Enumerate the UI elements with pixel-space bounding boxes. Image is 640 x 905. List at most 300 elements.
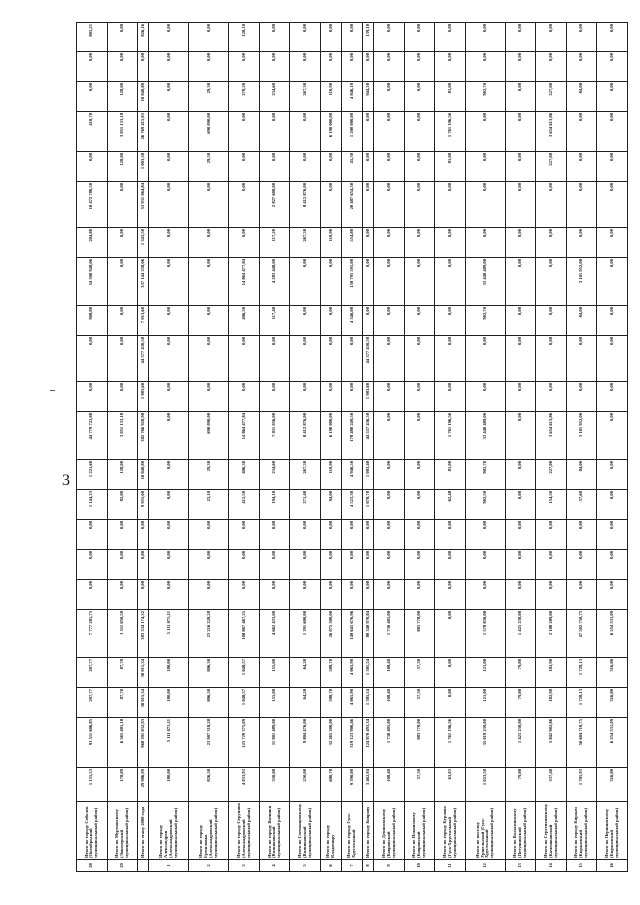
value-cell: 0,00 (149, 258, 189, 306)
value-cell: 33 440 489,00 (465, 258, 505, 306)
value-cell: 1 705,93 (566, 768, 597, 802)
value-cell: 64,20 (290, 688, 321, 718)
value-cell: 0,00 (259, 336, 290, 382)
table-row (597, 23, 628, 872)
value-cell: 0,00 (320, 520, 341, 550)
value-cell: 0,00 (107, 382, 138, 412)
value-cell: 79,80 (505, 688, 536, 718)
table-row (189, 23, 229, 872)
value-cell: 1 761 196,56 (435, 112, 466, 152)
row-name-cell: Итого по Мурманскому (Ловозерский муниципальный район) (107, 802, 138, 860)
value-cell: 0,00 (505, 228, 536, 258)
value-cell: 0,00 (189, 52, 229, 82)
value-cell: 227,00 (536, 152, 567, 182)
value-cell: 0,00 (320, 23, 341, 52)
value-cell: 908,80 (77, 306, 108, 336)
value-cell: 0,00 (189, 306, 229, 336)
row-number-cell: 6 (320, 860, 341, 872)
value-cell: 0,00 (77, 152, 108, 182)
value-cell: 0,00 (341, 520, 362, 550)
value-cell: 0,00 (320, 382, 341, 412)
value-cell: 0,00 (189, 520, 229, 550)
value-cell: 0,00 (505, 82, 536, 112)
value-cell: 234,60 (259, 82, 290, 112)
value-cell: 0,00 (290, 258, 321, 306)
value-cell: 0,00 (290, 382, 321, 412)
value-cell: 35 019 239,00 (465, 718, 505, 768)
value-cell: 158 795 595,00 (341, 258, 362, 306)
value-cell: 0,00 (536, 182, 567, 228)
value-cell: 0,00 (505, 23, 536, 52)
value-cell: 0,00 (107, 258, 138, 306)
value-cell: 382 766 928,90 (138, 412, 149, 460)
row-number-cell: 8 (362, 860, 373, 872)
value-cell: 0,00 (362, 550, 373, 580)
row-name-cell: Итого по городу Владимиру (320, 802, 341, 860)
value-cell: 57,30 (404, 768, 435, 802)
value-cell: 0,00 (149, 182, 189, 228)
row-number-cell: 28 (77, 860, 108, 872)
value-cell: 406,30 (229, 306, 260, 336)
value-cell: 0,00 (597, 382, 628, 412)
value-cell: 588,70 (320, 688, 341, 718)
row-name-cell: Итого по этапу 2008 года (138, 802, 149, 860)
table-row (341, 23, 362, 872)
value-cell: 0,00 (362, 182, 373, 228)
table-row (107, 23, 138, 872)
value-cell: 0,00 (597, 82, 628, 112)
value-cell: 124 878 493,34 (362, 718, 373, 768)
value-cell: 0,00 (536, 52, 567, 82)
value-cell: 271,40 (290, 490, 321, 520)
value-cell: 1 578 850,00 (465, 610, 505, 658)
table-row (536, 23, 567, 872)
value-cell: 0,00 (77, 580, 108, 610)
value-cell: 8 412 876,00 (290, 412, 321, 460)
value-cell: 44 537 436,50 (362, 412, 373, 460)
value-cell: 554,80 (341, 228, 362, 258)
value-cell: 84,00 (566, 306, 597, 336)
value-cell: 0,00 (404, 306, 435, 336)
value-cell: 0,00 (290, 23, 321, 52)
value-cell: 117,40 (259, 306, 290, 336)
value-cell: 0,00 (374, 306, 405, 336)
value-cell: 0,00 (149, 382, 189, 412)
value-cell: 0,00 (149, 23, 189, 52)
row-name-cell: Итого по городу Соболев (Октябрьский муниципальный район) (77, 802, 108, 860)
value-cell: 30 015,34 (138, 658, 149, 688)
value-cell: 1 221,60 (77, 460, 108, 490)
value-cell: 0,00 (505, 152, 536, 182)
value-cell: 0,00 (362, 152, 373, 182)
value-cell: 50 604 710,75 (566, 718, 597, 768)
value-cell: 3 654 613,86 (536, 112, 567, 152)
value-cell: 0,00 (77, 336, 108, 382)
value-cell: 0,00 (341, 382, 362, 412)
value-cell: 690 090,00 (189, 412, 229, 460)
value-cell: 902,70 (465, 306, 505, 336)
value-cell: 337,40 (536, 768, 567, 802)
value-cell: 588,70 (320, 658, 341, 688)
table-row (138, 23, 149, 872)
value-cell: 0,00 (404, 460, 435, 490)
value-cell: 30 015,34 (138, 688, 149, 718)
value-cell: 1 385,54 (362, 688, 373, 718)
value-cell: 0,00 (404, 258, 435, 306)
value-cell: 29,30 (189, 460, 229, 490)
value-cell: 0,00 (465, 580, 505, 610)
value-cell: 0,00 (404, 228, 435, 258)
value-cell: 29 986,99 (138, 768, 149, 802)
value-cell: 81,00 (435, 152, 466, 182)
value-cell: 121,00 (465, 688, 505, 718)
value-cell: 1 728,13 (566, 688, 597, 718)
value-cell: 7 777 281,75 (77, 610, 108, 658)
row-name-cell: Итого по городу Коврову (362, 802, 373, 860)
value-cell: 0,00 (259, 23, 290, 52)
value-cell: 0,00 (435, 580, 466, 610)
value-cell: 10 040,80 (138, 460, 149, 490)
value-cell: 0,00 (229, 520, 260, 550)
value-cell: 8 412 876,00 (290, 182, 321, 228)
value-cell: 0,00 (107, 182, 138, 228)
value-cell: 1 425 230,00 (505, 610, 536, 658)
value-cell: 0,00 (536, 520, 567, 550)
value-cell: 79,80 (505, 658, 536, 688)
value-cell: 0,00 (290, 550, 321, 580)
value-cell: 0,00 (149, 490, 189, 520)
value-cell: 81,00 (435, 82, 466, 112)
row-name-cell: Итого по поселку Уршельский (Гусь-Хрустальный муниципальный район) (465, 802, 505, 860)
value-cell: 0,00 (149, 412, 189, 460)
value-cell: 14 864 477,84 (229, 412, 260, 460)
value-cell: 0,00 (597, 336, 628, 382)
value-cell: 0,00 (536, 306, 567, 336)
value-cell: 154,50 (536, 490, 567, 520)
value-cell: 267,30 (290, 460, 321, 490)
value-cell: 415,50 (229, 490, 260, 520)
value-cell: 0,00 (189, 550, 229, 580)
value-cell: 0,00 (362, 580, 373, 610)
value-cell: 4 946,50 (341, 460, 362, 490)
value-cell: 44 377 430,50 (362, 336, 373, 382)
value-cell: 64,20 (290, 658, 321, 688)
value-cell: 406,30 (229, 460, 260, 490)
value-cell: 234,60 (259, 460, 290, 490)
value-cell: 0,00 (505, 306, 536, 336)
landscape-sheet (76, 24, 628, 872)
value-cell: 2 188 289,00 (536, 610, 567, 658)
value-cell: 0,00 (374, 52, 405, 82)
value-cell: 0,00 (138, 520, 149, 550)
table-row (149, 23, 189, 872)
value-cell: 0,00 (189, 580, 229, 610)
value-cell: 0,00 (341, 52, 362, 82)
rotated-table-area (76, 24, 628, 872)
value-cell: 0,00 (107, 520, 138, 550)
value-cell: 108,40 (374, 768, 405, 802)
value-cell: 0,00 (435, 52, 466, 82)
value-cell: 87,70 (107, 658, 138, 688)
value-cell: 0,00 (465, 152, 505, 182)
value-cell: 4 346,00 (341, 306, 362, 336)
value-cell: 0,00 (149, 336, 189, 382)
value-cell: 6 254 531,09 (597, 610, 628, 658)
value-cell: 250,00 (290, 768, 321, 802)
value-cell: 0,00 (138, 580, 149, 610)
value-cell: 0,00 (597, 52, 628, 82)
value-cell: 9 390,00 (341, 768, 362, 802)
value-cell: 6 254 531,09 (597, 718, 628, 768)
value-cell: 0,00 (404, 580, 435, 610)
value-cell: 0,00 (435, 520, 466, 550)
value-cell: 0,00 (465, 182, 505, 228)
value-cell: 0,00 (566, 52, 597, 82)
value-cell: 0,00 (536, 580, 567, 610)
row-number-cell: 15 (566, 860, 597, 872)
value-cell: 128,10 (229, 23, 260, 52)
value-cell: 0,00 (341, 550, 362, 580)
value-cell: 1 144,33 (77, 490, 108, 520)
value-cell: 29,30 (189, 152, 229, 182)
value-cell: 227,00 (536, 82, 567, 112)
value-cell: 0,00 (505, 336, 536, 382)
value-cell: 0,00 (362, 112, 373, 152)
value-cell: 0,00 (374, 460, 405, 490)
value-cell: 9 804 476,00 (290, 718, 321, 768)
value-cell: 1 391 600,00 (290, 610, 321, 658)
value-cell: 80 340 970,84 (362, 610, 373, 658)
value-cell: 1 083,40 (362, 460, 373, 490)
value-cell: 4 065,90 (341, 688, 362, 718)
value-cell: 0,00 (505, 412, 536, 460)
value-cell: 690 090,00 (189, 112, 229, 152)
value-cell: 0,00 (536, 23, 567, 52)
value-cell: 0,00 (465, 382, 505, 412)
value-cell: 350,00 (259, 768, 290, 802)
value-cell: 54 300 948,06 (77, 258, 108, 306)
value-cell: 0,00 (404, 182, 435, 228)
row-name-cell: Итого по Сергеихинскому (Камешковский муниципальный район) (536, 802, 567, 860)
value-cell: 319 123 906,46 (341, 718, 362, 768)
value-cell: 110,90 (320, 82, 341, 112)
row-name-cell: Итого по городу Киржач (Киржачский муниципальный район) (566, 802, 597, 860)
value-cell: 0,00 (77, 82, 108, 112)
value-cell: 0,00 (138, 52, 149, 82)
value-cell: 1 425 230,00 (505, 718, 536, 768)
value-cell: 0,00 (597, 306, 628, 336)
value-cell: 139,10 (362, 23, 373, 52)
value-cell: 0,00 (465, 228, 505, 258)
value-cell: 0,00 (341, 336, 362, 382)
row-name-cell: Итого по городу Гусь-Хрустальный (341, 802, 362, 860)
value-cell: 0,00 (229, 52, 260, 82)
value-cell: 32 265 300,00 (320, 718, 341, 768)
value-cell: 0,00 (465, 520, 505, 550)
value-cell: 62,48 (435, 490, 466, 520)
value-cell: 1 730 405,00 (374, 718, 405, 768)
value-cell: 0,00 (435, 258, 466, 306)
value-cell: 0,00 (320, 152, 341, 182)
value-cell: 207,77 (77, 688, 108, 718)
value-cell: 0,00 (404, 490, 435, 520)
value-cell: 0,00 (320, 258, 341, 306)
value-cell: 0,00 (597, 112, 628, 152)
value-cell: 805,21 (77, 23, 108, 52)
value-cell: 4 523,30 (341, 490, 362, 520)
value-cell: 0,00 (435, 228, 466, 258)
value-cell: 0,00 (229, 336, 260, 382)
value-cell: 680,70 (320, 768, 341, 802)
value-cell: 0,00 (259, 580, 290, 610)
value-cell: 10 040,80 (138, 82, 149, 112)
value-cell: 0,00 (341, 580, 362, 610)
value-cell: 4 283 448,00 (259, 258, 290, 306)
value-cell: 6 190 000,00 (320, 412, 341, 460)
row-number-cell: 2 (189, 860, 229, 872)
row-name-cell: Итого по Вольгинскому (Петушинский муниципальный район) (505, 802, 536, 860)
value-cell: 0,00 (290, 520, 321, 550)
value-cell: 47 502 758,75 (566, 610, 597, 658)
value-cell: 26 075 300,00 (320, 610, 341, 658)
table-row (465, 23, 505, 872)
value-cell: 180,00 (149, 658, 189, 688)
value-cell: 1 078,70 (362, 490, 373, 520)
value-cell: 902,50 (465, 490, 505, 520)
value-cell: 0,00 (404, 23, 435, 52)
value-cell: 0,00 (374, 382, 405, 412)
value-cell: 108,40 (374, 658, 405, 688)
value-cell: 902,70 (465, 460, 505, 490)
value-cell: 0,00 (138, 550, 149, 580)
value-cell: 968 391 032,93 (138, 718, 149, 768)
value-cell: 0,00 (77, 52, 108, 82)
value-cell: 110,90 (320, 460, 341, 490)
value-cell: 91 511 606,85 (77, 718, 108, 768)
value-cell: 23 216 228,28 (189, 610, 229, 658)
value-cell: 182,90 (536, 658, 567, 688)
row-number-cell: 29 (107, 860, 138, 872)
value-cell: 0,00 (465, 336, 505, 382)
value-cell: 14 864 477,84 (229, 258, 260, 306)
value-cell: 0,00 (435, 688, 466, 718)
value-cell: 0,00 (536, 228, 567, 258)
row-name-cell: Итого по Денисовскому (Ковровский муниципальный район) (374, 802, 405, 860)
table-row (362, 23, 373, 872)
value-cell: 23 907 318,28 (189, 718, 229, 768)
value-cell: 0,00 (229, 382, 260, 412)
value-cell: 0,00 (435, 336, 466, 382)
value-cell: 0,00 (149, 228, 189, 258)
value-cell: 1 155,53 (77, 768, 108, 802)
value-cell: 0,00 (374, 258, 405, 306)
value-cell: 7 011 056,00 (259, 412, 290, 460)
value-cell: 6 565 481,18 (107, 718, 138, 768)
value-cell: 337 144 358,06 (138, 258, 149, 306)
value-cell: 0,00 (290, 306, 321, 336)
value-cell: 0,00 (597, 182, 628, 228)
value-cell: 0,00 (149, 52, 189, 82)
value-cell: 0,00 (374, 336, 405, 382)
table-row (566, 23, 597, 872)
value-cell: 0,00 (505, 52, 536, 82)
value-cell: 0,00 (107, 52, 138, 82)
value-cell: 0,00 (229, 228, 260, 258)
value-cell: 0,00 (505, 258, 536, 306)
value-cell: 0,00 (404, 82, 435, 112)
value-cell: 4 065,90 (341, 658, 362, 688)
value-cell: 0,00 (566, 382, 597, 412)
value-cell: 0,00 (107, 580, 138, 610)
value-cell: 0,00 (229, 182, 260, 228)
value-cell: 0,00 (566, 182, 597, 228)
value-cell: 1 200 000,00 (341, 112, 362, 152)
value-cell: 0,00 (189, 258, 229, 306)
value-cell: 0,00 (566, 336, 597, 382)
value-cell: 0,00 (290, 112, 321, 152)
value-cell: 180,00 (149, 688, 189, 718)
value-cell: 278,20 (229, 82, 260, 112)
value-cell: 0,00 (362, 228, 373, 258)
value-cell: 267,30 (290, 228, 321, 258)
value-cell: 123 729 375,09 (229, 718, 260, 768)
value-cell: 806,30 (189, 658, 229, 688)
value-cell: 0,00 (362, 258, 373, 306)
value-cell: 0,00 (107, 23, 138, 52)
value-cell: 0,00 (107, 228, 138, 258)
data-table (76, 22, 628, 872)
value-cell: 316,80 (597, 768, 628, 802)
value-cell: 0,00 (259, 550, 290, 580)
value-cell: 57,30 (404, 688, 435, 718)
value-cell: 1 761 196,56 (435, 412, 466, 460)
value-cell: 0,00 (259, 52, 290, 82)
value-cell: 108,40 (374, 688, 405, 718)
value-cell: 0,00 (362, 52, 373, 82)
value-cell: 902,70 (465, 82, 505, 112)
value-cell: 0,00 (435, 658, 466, 688)
row-name-cell: Итого по Степанцевскому (Вязниковский муниципальный район) (290, 802, 321, 860)
row-number-cell: 3 (229, 860, 260, 872)
value-cell: 0,00 (189, 182, 229, 228)
value-cell: 383 334 174,32 (138, 610, 149, 658)
value-cell: 0,00 (435, 382, 466, 412)
value-cell: 0,00 (189, 23, 229, 52)
value-cell: 1 983,60 (362, 382, 373, 412)
value-cell: 10 472 780,50 (77, 182, 108, 228)
value-cell: 0,00 (107, 336, 138, 382)
value-cell: 3 101 952,00 (566, 258, 597, 306)
value-cell: 0,00 (566, 580, 597, 610)
value-cell: 0,00 (597, 23, 628, 52)
value-cell: 0,00 (229, 152, 260, 182)
value-cell: 0,00 (149, 306, 189, 336)
value-cell: 883 778,00 (404, 610, 435, 658)
value-cell: 316,80 (597, 658, 628, 688)
row-number-cell: 12 (465, 860, 505, 872)
row-name-cell: Итого по городу Курлово (Гусь-Хрустальный муниципальный район) (435, 802, 466, 860)
value-cell: 0,00 (374, 182, 405, 228)
value-cell: 57,30 (404, 658, 435, 688)
value-cell: 806,30 (189, 688, 229, 718)
value-cell: 0,00 (566, 550, 597, 580)
row-name-cell: Итого по городу Александров (Александровский муниципальный район) (149, 802, 189, 860)
value-cell: 0,00 (107, 306, 138, 336)
value-cell: 1 023,50 (465, 768, 505, 802)
value-cell: 94,00 (320, 490, 341, 520)
row-number-cell: 9 (374, 860, 405, 872)
value-cell: 0,00 (597, 490, 628, 520)
